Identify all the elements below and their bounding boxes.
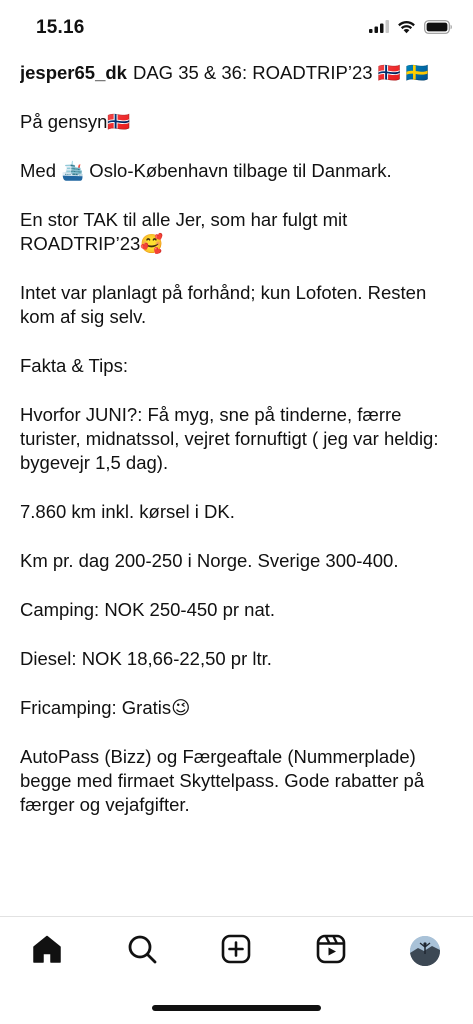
caption-paragraph: Intet var planlagt på forhånd; kun Lofoten. Resten kom af sig selv. [20, 282, 427, 327]
tab-create[interactable] [220, 935, 252, 967]
wifi-icon [397, 20, 416, 39]
tab-reels[interactable] [315, 935, 347, 967]
post-caption [20, 56, 460, 916]
caption-paragraph: AutoPass (Bizz) og Færgeaftale (Nummerplade) begge med firmaet Skyttelpass. Gode rabatter på færger og vejafgifter. [20, 746, 425, 815]
caption-paragraph: Hvorfor JUNI?: Få myg, sne på tinderne, færre turister, midnatssol, vejret fornuftigt ( jeg var heldig: bygevejr 1,5 dag). [20, 404, 439, 473]
status-bar [0, 0, 473, 56]
caption-paragraph: 7.860 km inkl. kørsel i DK. [20, 501, 235, 522]
caption-paragraph: Fakta & Tips: [20, 355, 128, 376]
caption-paragraph: Km pr. dag 200-250 i Norge. Sverige 300-400. [20, 550, 399, 571]
caption-title: DAG 35 & 36: ROADTRIP’23 🇳🇴 🇸🇪 [132, 62, 429, 83]
caption-paragraph: En stor TAK til alle Jer, som har fulgt mit ROADTRIP’23🥰 [20, 209, 348, 254]
search-icon [127, 934, 157, 969]
bottom-tab-bar [0, 917, 473, 987]
username-link[interactable]: jesper65_dk [20, 62, 127, 83]
caption-paragraph: Diesel: NOK 18,66-22,50 pr ltr. [20, 648, 272, 669]
cellular-signal-icon [369, 20, 389, 38]
caption-paragraph: Med 🛳️ Oslo-København tilbage til Danmark. [20, 160, 392, 181]
reels-icon [316, 934, 346, 969]
caption-paragraph: Fricamping: Gratis😉 [20, 697, 191, 718]
tab-profile[interactable] [409, 935, 441, 967]
status-icons [369, 20, 453, 38]
home-indicator[interactable] [152, 1005, 321, 1011]
caption-paragraph: Camping: NOK 250-450 pr nat. [20, 599, 276, 620]
create-post-icon [221, 934, 251, 969]
tab-home[interactable] [31, 935, 63, 967]
home-icon [32, 934, 62, 969]
status-time: 15.16 [36, 17, 85, 38]
caption-paragraph: På gensyn🇳🇴 [20, 111, 131, 132]
caption-header [20, 56, 460, 85]
tab-search[interactable] [126, 935, 158, 967]
battery-icon [424, 20, 453, 39]
profile-avatar [410, 936, 440, 966]
